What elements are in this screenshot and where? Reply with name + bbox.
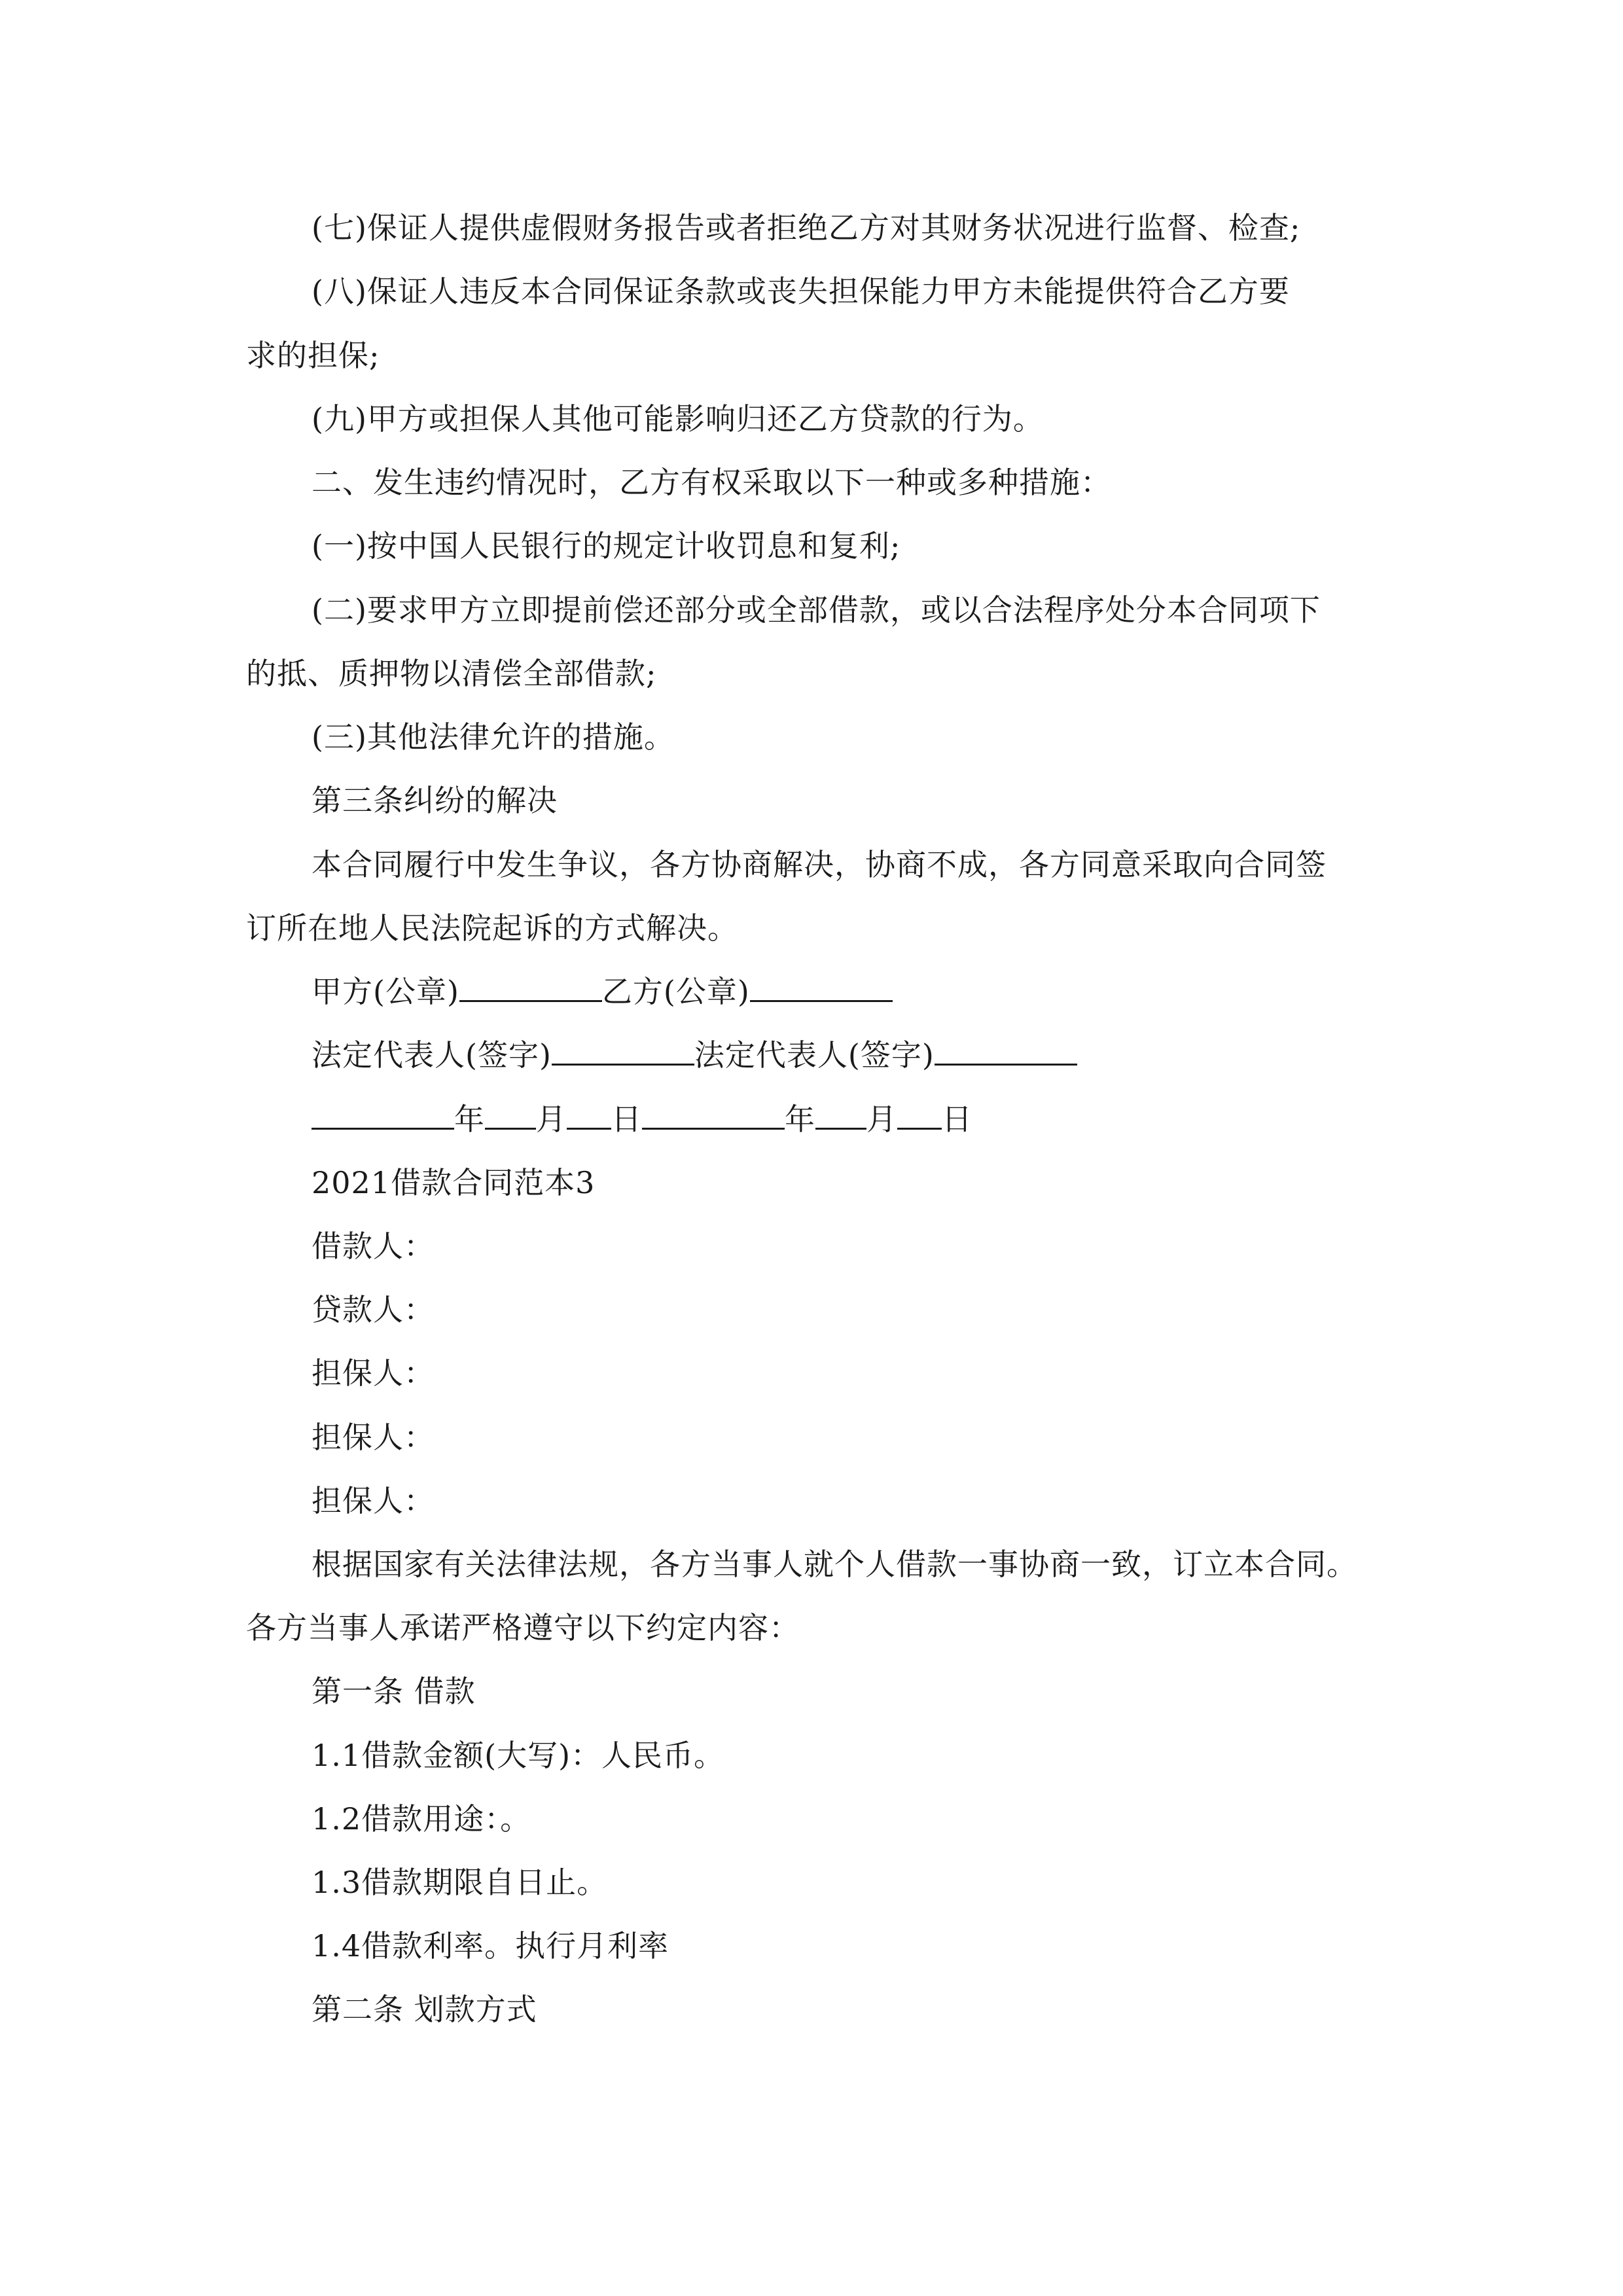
date-blank [312, 1102, 454, 1130]
day-label: 日 [611, 1102, 642, 1137]
day-label: 日 [942, 1102, 972, 1137]
signature-blank [552, 1037, 694, 1066]
date-blank [485, 1102, 536, 1130]
date-line [312, 1100, 972, 1139]
paragraph-line: 订所在地人民法院起诉的方式解决。 [246, 910, 738, 946]
document-title: 2021借款合同范本3 [312, 1165, 596, 1200]
clause-line: 1.4借款利率。执行月利率 [312, 1928, 669, 1964]
paragraph-line: 本合同履行中发生争议，各方协商解决，协商不成，各方同意采取向合同签 [312, 847, 1327, 882]
clause-line: 1.1借款金额(大写)：人民币。 [312, 1738, 725, 1773]
date-blank [642, 1102, 785, 1130]
signature-blank [459, 974, 602, 1002]
date-blank [815, 1102, 866, 1130]
paragraph-line: (三)其他法律允许的措施。 [312, 719, 675, 755]
signature-line-representative [312, 1035, 1077, 1075]
party-a-seal-label: 甲方(公章) [312, 974, 459, 1009]
paragraph-line: (二)要求甲方立即提前偿还部分或全部借款，或以合法程序处分本合同项下 [312, 592, 1321, 628]
paragraph-line: 求的担保; [246, 338, 380, 373]
paragraph-line: (九)甲方或担保人其他可能影响归还乙方贷款的行为。 [312, 401, 1044, 437]
party-line: 担保人： [312, 1420, 435, 1455]
article-heading: 第一条 借款 [312, 1674, 476, 1709]
party-line: 贷款人： [312, 1292, 435, 1327]
paragraph-line: 的抵、质押物以清偿全部借款; [246, 656, 657, 691]
date-blank [897, 1102, 942, 1130]
paragraph-line: 二、发生违约情况时，乙方有权采取以下一种或多种措施： [312, 465, 1111, 500]
party-b-rep-label: 法定代表人(签字) [694, 1037, 935, 1073]
signature-blank [750, 974, 893, 1002]
article-heading: 第二条 划款方式 [312, 1992, 537, 2027]
date-blank [567, 1102, 611, 1130]
party-line: 担保人： [312, 1483, 435, 1518]
clause-line: 1.3借款期限自日止。 [312, 1865, 608, 1900]
paragraph-line: (八)保证人违反本合同保证条款或丧失担保能力甲方未能提供符合乙方要 [312, 274, 1290, 309]
paragraph-line: 根据国家有关法律法规，各方当事人就个人借款一事协商一致，订立本合同。 [312, 1547, 1357, 1582]
paragraph-line: (七)保证人提供虚假财务报告或者拒绝乙方对其财务状况进行监督、检查; [312, 210, 1301, 245]
year-label: 年 [454, 1102, 485, 1137]
party-b-seal-label: 乙方(公章) [601, 974, 750, 1009]
party-line: 担保人： [312, 1355, 435, 1391]
signature-blank [935, 1037, 1077, 1066]
paragraph-line: (一)按中国人民银行的规定计收罚息和复利; [312, 528, 901, 564]
paragraph-line: 各方当事人承诺严格遵守以下约定内容： [246, 1610, 800, 1645]
month-label: 月 [866, 1102, 897, 1137]
party-a-rep-label: 法定代表人(签字) [312, 1037, 552, 1073]
year-label: 年 [785, 1102, 815, 1137]
party-line: 借款人： [312, 1229, 435, 1264]
clause-line: 1.2借款用途：。 [312, 1801, 531, 1837]
section-heading: 第三条纠纷的解决 [312, 783, 558, 818]
month-label: 月 [536, 1102, 567, 1137]
signature-line-seal [312, 972, 893, 1011]
